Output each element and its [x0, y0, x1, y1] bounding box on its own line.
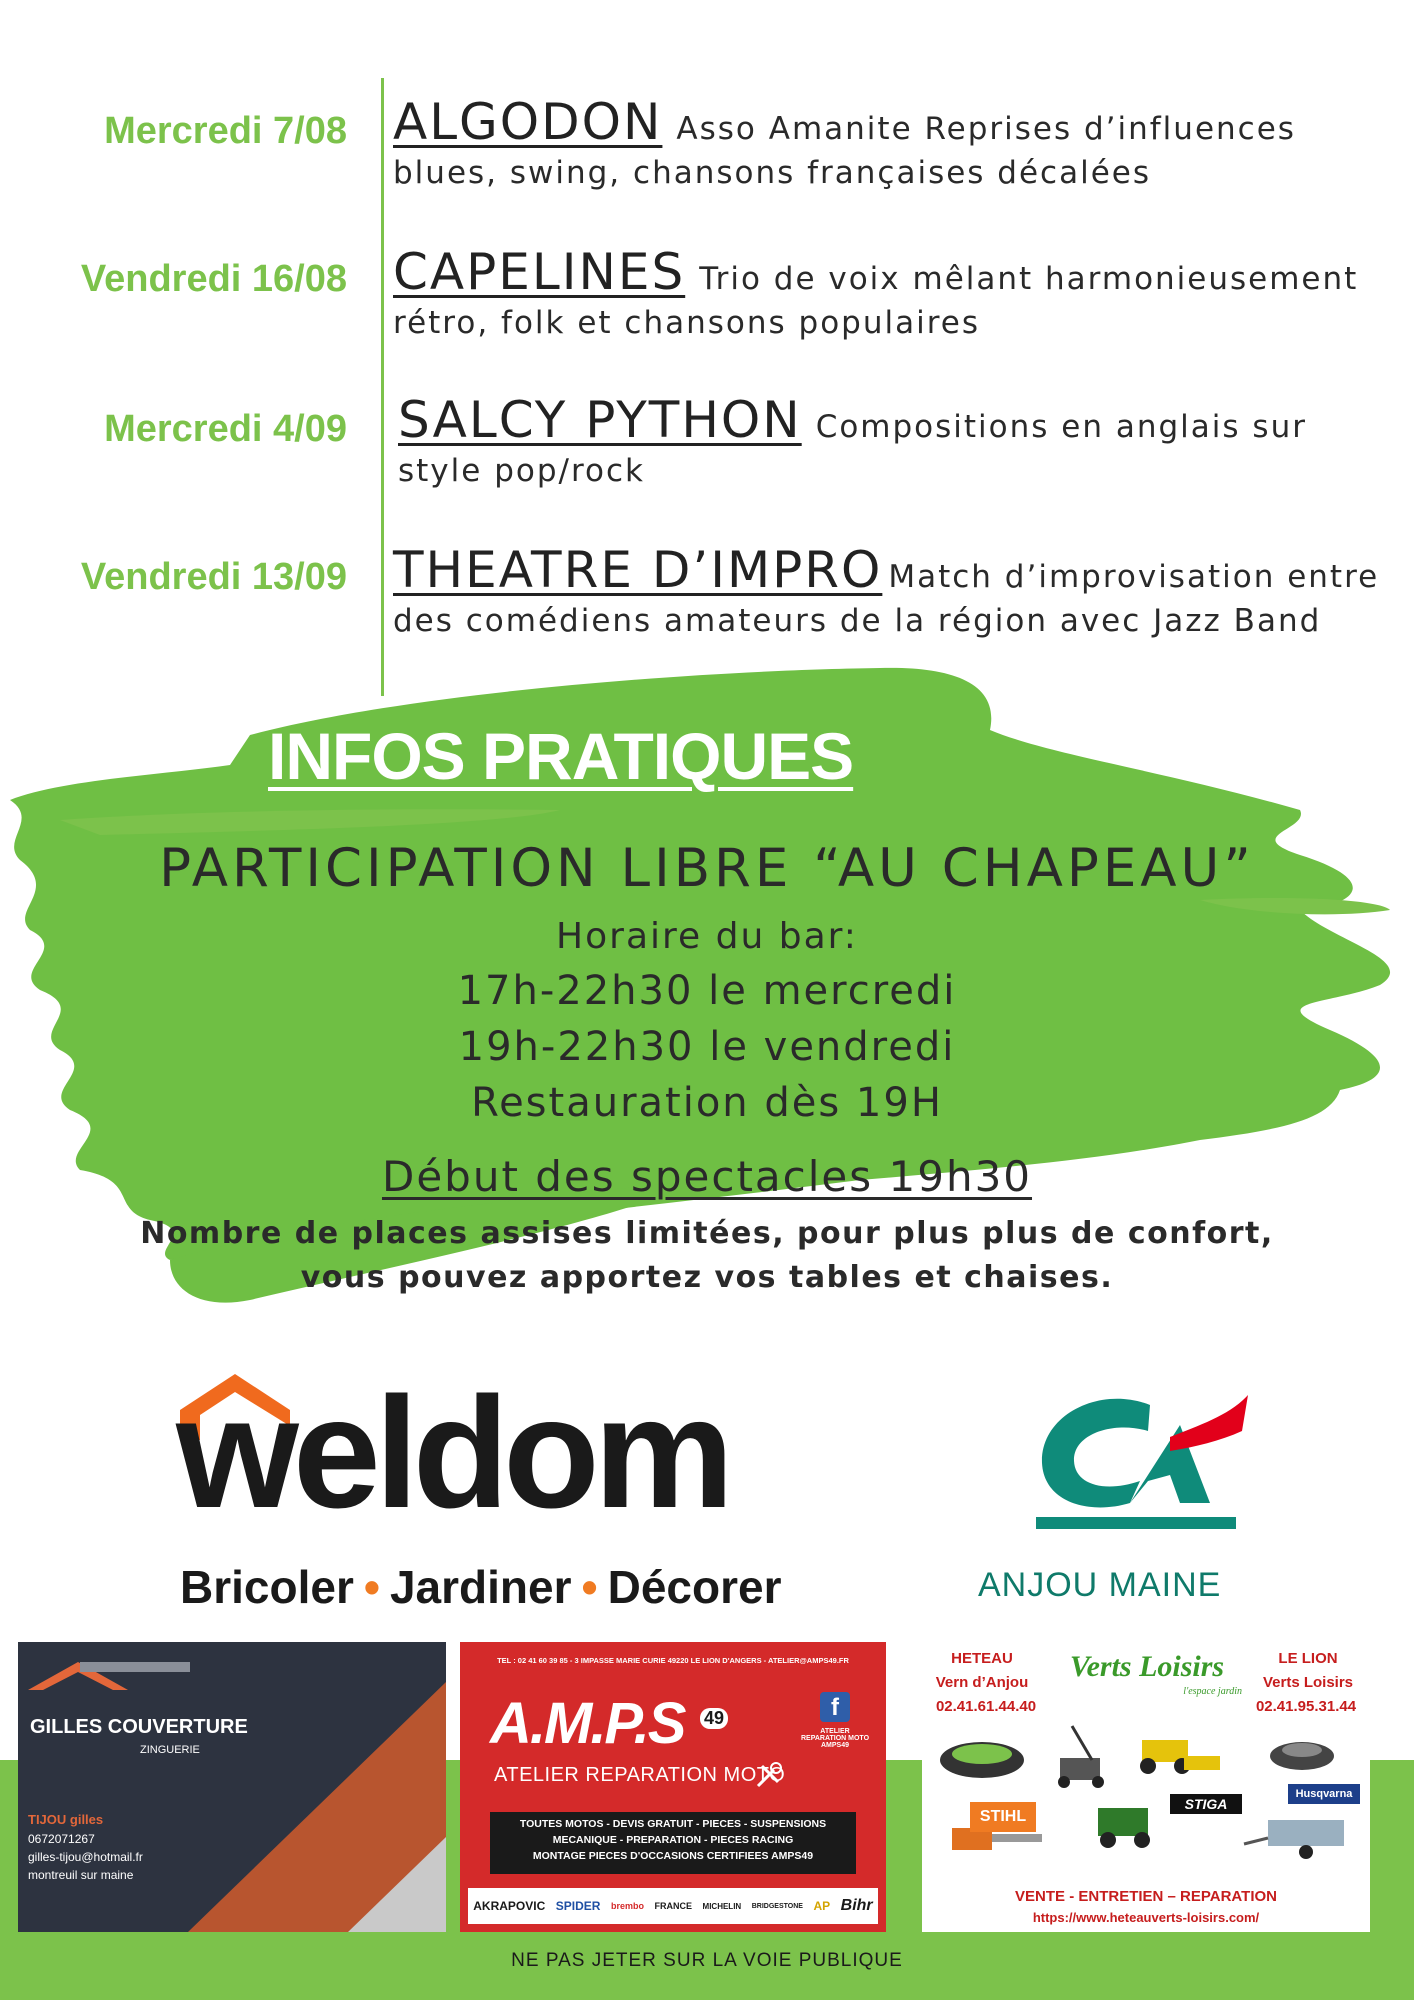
robot-mower-2-icon	[1270, 1742, 1334, 1770]
weldom-tag-jardiner: Jardiner	[389, 1561, 572, 1613]
seats-text: Nombre de places assises limitées, pour plus plus de confort,	[140, 1216, 1274, 1251]
participation-text: PARTICIPATION LIBRE “AU CHAPEAU”	[159, 838, 1255, 899]
event-description: Asso Amanite Reprises d’influences	[676, 111, 1296, 147]
bar-hours-friday: 19h-22h30 le vendredi	[458, 1024, 956, 1070]
amps-services-box	[490, 1812, 856, 1874]
robot-mower-icon	[940, 1742, 1024, 1778]
husqvarna-logo: Husqvarna	[1288, 1784, 1360, 1804]
gilles-sub: ZINGUERIE	[140, 1744, 200, 1756]
trailer-icon	[1244, 1820, 1344, 1859]
brand-bihr: Bihr	[840, 1897, 873, 1914]
heteau-phone: 02.41.61.44.40	[935, 1698, 1037, 1715]
event-description: Match d’improvisation entre	[888, 559, 1380, 595]
weldom-tag-bricoler: Bricoler	[180, 1561, 354, 1613]
brand-brembo: brembo	[610, 1901, 644, 1911]
brick-pattern	[18, 1642, 446, 1932]
bar-hours-wednesday: 17h-22h30 le mercredi	[457, 968, 957, 1014]
gilles-city: montreuil sur maine	[28, 1868, 134, 1882]
event-description-cont: des comédiens amateurs de la région avec Jazz Band	[393, 603, 1322, 639]
brand-akrapovic: AKRAPOVIC	[473, 1899, 546, 1913]
verts-services: VENTE - ENTRETIEN – REPARATION	[1015, 1888, 1277, 1905]
event-description-cont: style pop/rock	[398, 453, 645, 489]
infos-title: INFOS PRATIQUES	[268, 719, 854, 793]
amps-contact-line: TEL : 02 41 60 39 85 - 3 IMPASSE MARIE CURIE 49220 LE LION D'ANGERS - ATELIER@AMPS49.FR	[497, 1656, 849, 1665]
lelion-city: Verts Loisirs	[1262, 1674, 1354, 1691]
footer-notice: NE PAS JETER SUR LA VOIE PUBLIQUE	[511, 1950, 903, 1971]
event-item	[393, 541, 1393, 643]
weldom-logo: weldom	[176, 1365, 729, 1541]
event-date: Vendredi 13/09	[80, 556, 347, 598]
gilles-name: GILLES COUVERTURE	[30, 1716, 248, 1738]
verts-loisirs-logo: Verts Loisirs	[1069, 1650, 1225, 1683]
brand-france: FRANCE	[654, 1901, 693, 1911]
verts-loisirs-card	[922, 1642, 1370, 1932]
event-item	[393, 243, 1393, 345]
riding-mower-icon	[1098, 1808, 1150, 1848]
event-name: ALGODON	[393, 93, 663, 151]
amps-subtitle: ATELIER REPARATION MOTO	[494, 1764, 786, 1786]
food-text: Restauration dès 19H	[471, 1080, 943, 1126]
push-mower-icon	[1058, 1726, 1104, 1788]
event-description-cont: rétro, folk et chansons populaires	[393, 305, 980, 341]
amps-brands-strip	[468, 1888, 878, 1924]
facebook-icon: f	[820, 1692, 850, 1722]
weldom-tagline: Bricoler • Jardiner • Décorer	[180, 1561, 782, 1613]
stiga-logo: STIGA	[1170, 1794, 1242, 1814]
event-description: Compositions en anglais sur	[815, 409, 1307, 445]
gilles-couverture-card	[18, 1642, 446, 1932]
brand-michelin: MICHELIN	[702, 1901, 742, 1911]
tractor-icon	[1140, 1740, 1220, 1774]
event-name: THEATRE D’IMPRO	[393, 541, 883, 599]
event-description-cont: blues, swing, chansons françaises décalées	[393, 155, 1152, 191]
heteau-title: HETEAU	[951, 1650, 1013, 1667]
amps-services-1: TOUTES MOTOS - DEVIS GRATUIT - PIECES - SUSPENSIONS	[519, 1818, 827, 1830]
stihl-logo: STIHL	[970, 1802, 1036, 1832]
gilles-contact: TIJOU gilles	[28, 1812, 104, 1827]
lelion-phone: 02.41.95.31.44	[1255, 1698, 1357, 1715]
show-start-text: Début des spectacles 19h30	[381, 1152, 1033, 1201]
lelion-title: LE LION	[1278, 1650, 1338, 1667]
gilles-phone: 0672071267	[28, 1832, 95, 1846]
amps-number: 49	[700, 1708, 728, 1729]
weldom-tag-decorer: Décorer	[607, 1561, 782, 1613]
event-date: Vendredi 16/08	[80, 258, 347, 300]
event-date: Mercredi 4/09	[104, 408, 347, 450]
amps-services-3: MONTAGE PIECES D'OCCASIONS CERTIFIEES AMPS49	[532, 1850, 814, 1862]
brand-spider: SPIDER	[555, 1899, 601, 1913]
seats-text-cont: vous pouvez apportez vos tables et chaises.	[300, 1260, 1114, 1295]
heteau-city: Vern d’Anjou	[935, 1674, 1029, 1691]
bar-hours-title: Horaire du bar:	[556, 916, 858, 957]
credit-agricole-logo-icon	[1030, 1385, 1250, 1535]
event-name: CAPELINES	[393, 243, 686, 301]
wrench-icon	[754, 1760, 784, 1790]
verts-url: https://www.heteauverts-loisirs.com/	[1032, 1910, 1260, 1925]
credit-agricole-caption: ANJOU MAINE	[978, 1566, 1222, 1604]
amps-facebook-label: ATELIER REPARATION MOTO AMPS49	[800, 1728, 870, 1749]
brand-bridgestone: BRIDGESTONE	[751, 1902, 803, 1910]
event-date: Mercredi 7/08	[104, 110, 347, 152]
event-item	[398, 391, 1398, 493]
event-name: SALCY PYTHON	[398, 391, 802, 449]
schedule-divider	[381, 78, 384, 696]
amps-card	[460, 1642, 886, 1932]
amps-services-2: MECANIQUE - PREPARATION - PIECES RACING	[552, 1834, 794, 1846]
event-description: Trio de voix mêlant harmonieusement	[699, 261, 1359, 297]
verts-loisirs-tagline: l'espace jardin	[1183, 1686, 1242, 1697]
gilles-email: gilles-tijou@hotmail.fr	[28, 1850, 143, 1864]
brand-ap: AP	[813, 1899, 831, 1913]
amps-logo: A.M.P.S	[490, 1691, 685, 1756]
event-item	[393, 93, 1393, 195]
